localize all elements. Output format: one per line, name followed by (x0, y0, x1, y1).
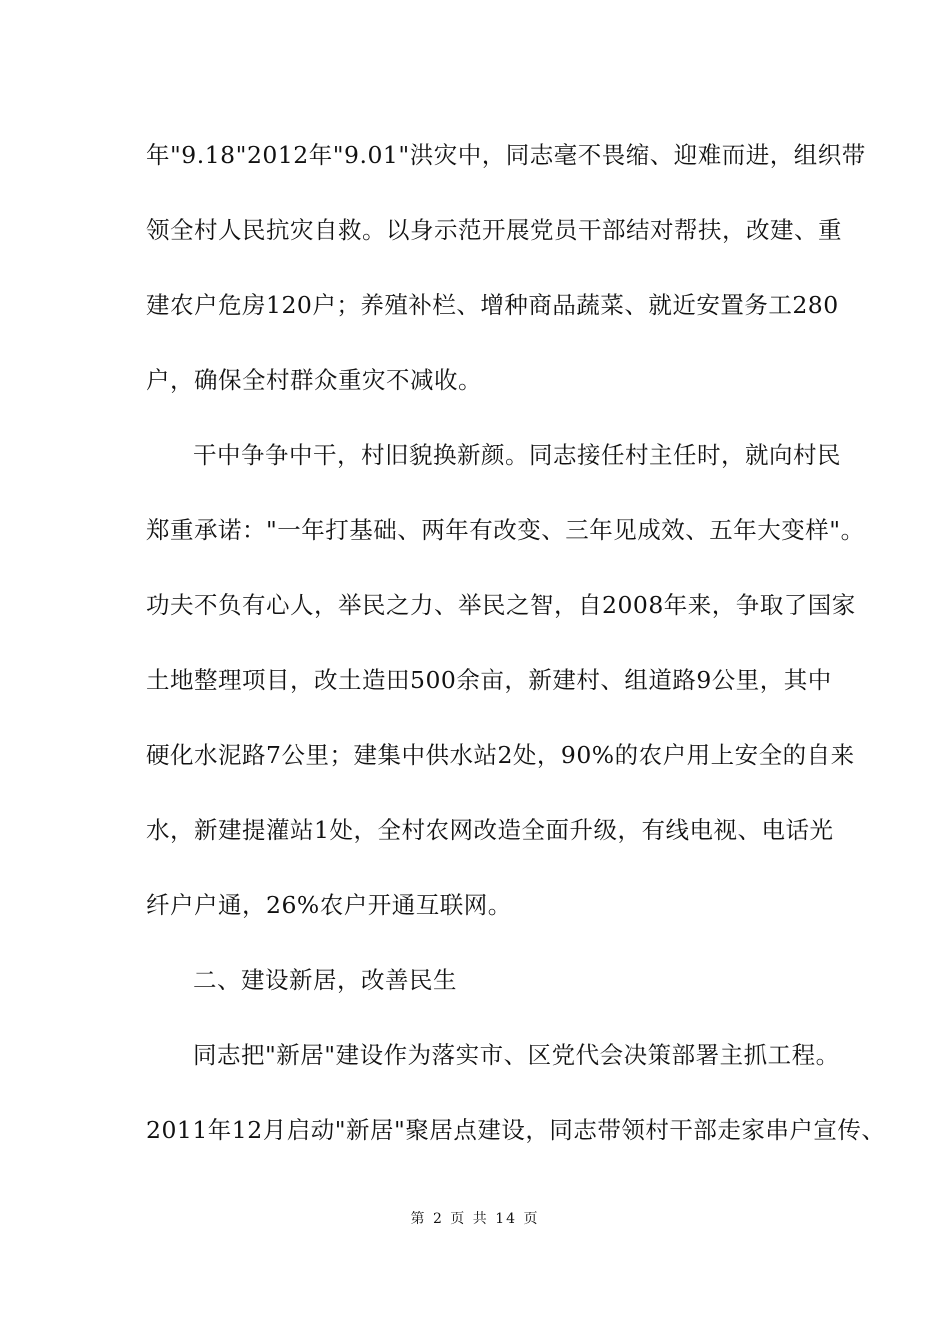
text-line: 功夫不负有心人，举民之力、举民之智，自2008年来，争取了国家 (146, 591, 856, 619)
text-line: 硬化水泥路7公里；建集中供水站2处，90%的农户用上安全的自来 (146, 741, 855, 769)
paragraph-start-line: 同志把"新居"建设作为落实市、区党代会决策部署主抓工程。 (193, 1041, 840, 1069)
section-heading: 二、建设新居，改善民生 (193, 966, 457, 994)
page-number-footer: 第 2 页 共 14 页 (410, 1211, 540, 1227)
text-line: 土地整理项目，改土造田500余亩，新建村、组道路9公里，其中 (146, 666, 832, 694)
text-line: 郑重承诺："一年打基础、两年有改变、三年见成效、五年大变样"。 (146, 516, 865, 544)
paragraph-start-line: 干中争争中干，村旧貌换新颜。同志接任村主任时，就向村民 (193, 441, 841, 469)
text-line: 2011年12月启动"新居"聚居点建设，同志带领村干部走家串户宣传、 (146, 1116, 886, 1144)
text-line: 纤户户通，26%农户开通互联网。 (146, 891, 512, 919)
text-line: 户，确保全村群众重灾不减收。 (146, 366, 482, 394)
text-line: 水，新建提灌站1处，全村农网改造全面升级，有线电视、电话光 (146, 816, 834, 844)
text-line: 建农户危房120户；养殖补栏、增种商品蔬菜、就近安置务工280 (146, 291, 839, 319)
text-line: 年"9.18"2012年"9.01"洪灾中，同志毫不畏缩、迎难而进，组织带 (146, 141, 866, 169)
text-line: 领全村人民抗灾自救。以身示范开展党员干部结对帮扶，改建、重 (146, 216, 842, 244)
